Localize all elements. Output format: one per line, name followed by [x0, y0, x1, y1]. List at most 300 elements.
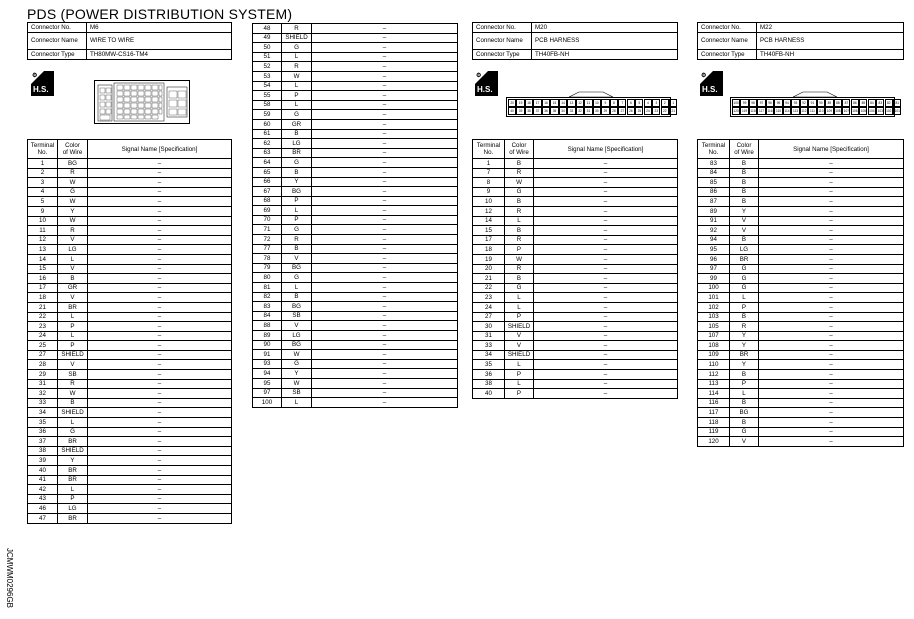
- wire-color-cell: R: [282, 24, 312, 34]
- terminal-no-cell: 15: [28, 264, 58, 274]
- table-row: [253, 62, 458, 72]
- connector-pin: 15: [550, 99, 558, 107]
- terminal-no-cell: 51: [253, 52, 282, 62]
- terminal-no-cell: 32: [28, 389, 58, 399]
- table-row: [473, 216, 678, 226]
- signal-name-cell: –: [88, 293, 232, 303]
- signal-name-cell: –: [312, 350, 458, 360]
- header-terminal-no: Terminal No.: [28, 140, 58, 159]
- wire-color-cell: L: [58, 485, 88, 495]
- terminal-no-cell: 80: [253, 273, 282, 283]
- label-connector-name: Connector Name: [698, 33, 757, 50]
- table-row: [698, 226, 904, 236]
- terminal-no-cell: 53: [253, 71, 282, 81]
- table-row: [253, 369, 458, 379]
- wire-color-cell: B: [730, 197, 759, 207]
- signal-name-cell: –: [88, 360, 232, 370]
- table-row: [253, 215, 458, 225]
- terminal-no-cell: 36: [28, 427, 58, 437]
- terminal-no-cell: 23: [28, 322, 58, 332]
- terminal-no-cell: 100: [698, 283, 730, 293]
- table-row: [253, 331, 458, 341]
- table-row: [698, 178, 904, 188]
- terminal-no-cell: 35: [28, 418, 58, 428]
- connector-pin: 93: [791, 99, 799, 107]
- connector-pin: 84: [868, 99, 876, 107]
- terminal-no-cell: 108: [698, 341, 730, 351]
- terminal-no-cell: 120: [698, 437, 730, 447]
- table-row: [698, 283, 904, 293]
- terminal-no-cell: 33: [473, 341, 505, 351]
- table-row: [253, 235, 458, 245]
- signal-name-cell: –: [312, 244, 458, 254]
- table-row: [473, 245, 678, 255]
- connector-pin: 37: [533, 107, 541, 115]
- terminal-no-cell: 71: [253, 225, 282, 235]
- table-row: [253, 206, 458, 216]
- wire-color-cell: R: [282, 235, 312, 245]
- wire-color-cell: P: [58, 322, 88, 332]
- terminal-no-cell: 19: [473, 254, 505, 264]
- signal-name-cell: –: [759, 360, 904, 370]
- signal-name-cell: –: [312, 158, 458, 168]
- signal-name-cell: –: [312, 292, 458, 302]
- table-row: [698, 360, 904, 370]
- connector-pin: 83: [876, 99, 884, 107]
- terminal-no-cell: 94: [253, 369, 282, 379]
- terminal-no-cell: 72: [253, 235, 282, 245]
- connector-pin: 17: [533, 99, 541, 107]
- signal-name-cell: –: [534, 178, 678, 188]
- connector-no-value: M6: [87, 23, 232, 33]
- connector-pin: 3: [652, 99, 660, 107]
- table-row: [253, 71, 458, 81]
- wire-color-cell: W: [58, 216, 88, 226]
- table-row: [698, 216, 904, 226]
- signal-name-cell: –: [759, 302, 904, 312]
- pin-row-top: [508, 99, 678, 107]
- terminal-no-cell: 34: [28, 408, 58, 418]
- signal-name-cell: –: [312, 129, 458, 139]
- wire-color-cell: B: [730, 178, 759, 188]
- connector-pin: 103: [877, 109, 883, 113]
- signal-name-cell: –: [759, 245, 904, 255]
- wire-color-cell: P: [282, 91, 312, 101]
- connector-pin: 109: [826, 109, 833, 113]
- terminal-no-cell: 92: [698, 226, 730, 236]
- terminal-no-cell: 114: [698, 389, 730, 399]
- terminal-table-m22: [697, 139, 904, 447]
- terminal-no-cell: 101: [698, 293, 730, 303]
- terminal-no-cell: 68: [253, 196, 282, 206]
- table-row: [698, 322, 904, 332]
- wire-color-cell: Y: [282, 177, 312, 187]
- table-row: [28, 159, 232, 169]
- connector-pin: 98: [749, 99, 757, 107]
- table-row: [473, 283, 678, 293]
- wire-color-cell: L: [730, 293, 759, 303]
- signal-name-cell: –: [312, 398, 458, 408]
- wire-color-cell: L: [282, 283, 312, 293]
- terminal-no-cell: 14: [28, 254, 58, 264]
- connector-type-value: TH40FB-NH: [757, 50, 904, 60]
- connector-name-value: WIRE TO WIRE: [87, 33, 232, 50]
- signal-name-cell: –: [312, 52, 458, 62]
- connector-pin: 96: [766, 99, 774, 107]
- connector-pin: 118: [750, 109, 756, 113]
- label-connector-name: Connector Name: [28, 33, 87, 50]
- wire-color-cell: GR: [58, 283, 88, 293]
- wire-color-cell: G: [730, 283, 759, 293]
- terminal-no-cell: 69: [253, 206, 282, 216]
- terminal-table-m6-part1: [27, 139, 232, 524]
- wire-color-cell: Y: [58, 456, 88, 466]
- terminal-no-cell: 12: [28, 235, 58, 245]
- connector-pin: 9: [601, 99, 609, 107]
- table-row: [473, 312, 678, 322]
- wire-color-cell: BR: [58, 466, 88, 476]
- connector-latch: [731, 91, 894, 97]
- connector-m6-cavities: [95, 81, 189, 123]
- terminal-no-cell: 119: [698, 427, 730, 437]
- label-connector-no: Connector No.: [28, 23, 87, 33]
- wire-color-cell: B: [282, 167, 312, 177]
- wire-color-cell: P: [282, 196, 312, 206]
- wire-color-cell: R: [505, 168, 534, 178]
- signal-name-cell: –: [534, 360, 678, 370]
- wire-color-cell: B: [505, 226, 534, 236]
- table-row: [698, 418, 904, 428]
- terminal-no-cell: 112: [698, 370, 730, 380]
- connector-pin: 112: [801, 109, 807, 113]
- signal-name-cell: –: [312, 225, 458, 235]
- signal-name-cell: –: [759, 379, 904, 389]
- signal-name-cell: –: [312, 273, 458, 283]
- wire-color-cell: B: [730, 187, 759, 197]
- wire-color-cell: BR: [58, 475, 88, 485]
- terminal-no-cell: 97: [253, 388, 282, 398]
- signal-name-cell: –: [759, 427, 904, 437]
- table-row: [253, 167, 458, 177]
- terminal-no-cell: 36: [473, 370, 505, 380]
- table-row: [698, 427, 904, 437]
- wire-color-cell: L: [58, 331, 88, 341]
- signal-name-cell: –: [312, 71, 458, 81]
- table-row: [28, 216, 232, 226]
- wire-color-cell: BR: [58, 302, 88, 312]
- terminal-no-cell: 86: [698, 187, 730, 197]
- signal-name-cell: –: [312, 263, 458, 273]
- terminal-no-cell: 24: [473, 302, 505, 312]
- terminal-no-cell: 113: [698, 379, 730, 389]
- signal-name-cell: –: [534, 350, 678, 360]
- wire-color-cell: P: [505, 245, 534, 255]
- connector-pin: 89: [825, 99, 833, 107]
- wire-color-cell: W: [282, 350, 312, 360]
- signal-name-cell: –: [312, 321, 458, 331]
- table-row: [28, 379, 232, 389]
- wire-color-cell: P: [505, 312, 534, 322]
- terminal-table-m6-part2: [252, 23, 458, 408]
- connector-pin: 18: [525, 99, 533, 107]
- terminal-no-cell: 7: [473, 168, 505, 178]
- table-row: [253, 244, 458, 254]
- connector-pin: 92: [800, 99, 808, 107]
- connector-type-value: TH40FB-NH: [532, 50, 678, 60]
- connector-glyph-icon: ⚙: [701, 73, 707, 79]
- table-row: [28, 389, 232, 399]
- terminal-no-cell: 10: [473, 197, 505, 207]
- wire-color-cell: L: [282, 100, 312, 110]
- signal-name-cell: –: [88, 274, 232, 284]
- table-row: [473, 226, 678, 236]
- table-row: [28, 312, 232, 322]
- signal-name-cell: –: [88, 312, 232, 322]
- terminal-no-cell: 81: [253, 283, 282, 293]
- header-color-of-wire: Color of Wire: [730, 140, 759, 159]
- signal-name-cell: –: [312, 215, 458, 225]
- wire-color-cell: G: [730, 274, 759, 284]
- terminal-no-cell: 22: [28, 312, 58, 322]
- signal-name-cell: –: [88, 389, 232, 399]
- table-row: [698, 437, 904, 447]
- table-row: [253, 302, 458, 312]
- connector-name-value: PCB HARNESS: [532, 33, 678, 50]
- table-row: [253, 378, 458, 388]
- signal-name-cell: –: [534, 322, 678, 332]
- table-row: [473, 379, 678, 389]
- connector-face-m6: [94, 80, 190, 124]
- wire-color-cell: SHIELD: [505, 322, 534, 332]
- wire-color-cell: R: [505, 264, 534, 274]
- table-row: [473, 302, 678, 312]
- table-row: [698, 312, 904, 322]
- signal-name-cell: –: [312, 119, 458, 129]
- signal-name-cell: –: [88, 254, 232, 264]
- terminal-no-cell: 27: [473, 312, 505, 322]
- table-row: [28, 485, 232, 495]
- connector-pin: 35: [550, 107, 558, 115]
- signal-name-cell: –: [759, 187, 904, 197]
- signal-name-cell: –: [88, 466, 232, 476]
- terminal-no-cell: 38: [473, 379, 505, 389]
- signal-name-cell: –: [88, 187, 232, 197]
- table-row: [698, 398, 904, 408]
- table-row: [473, 178, 678, 188]
- table-row: [28, 341, 232, 351]
- connector-pin: 102: [886, 109, 892, 113]
- terminal-no-cell: 88: [253, 321, 282, 331]
- table-row: [253, 225, 458, 235]
- terminal-no-cell: 48: [253, 24, 282, 34]
- connector-pin: 114: [784, 109, 790, 113]
- connector-pin: 38: [525, 107, 533, 115]
- table-row: [253, 24, 458, 34]
- connector-pin: 11: [584, 99, 592, 107]
- terminal-no-cell: 89: [698, 206, 730, 216]
- table-row: [28, 226, 232, 236]
- connector-pin: 110: [818, 109, 824, 113]
- terminal-no-cell: 95: [698, 245, 730, 255]
- hs-label: H.S.: [477, 85, 493, 94]
- connector-pin: 32: [576, 107, 584, 115]
- signal-name-cell: –: [759, 206, 904, 216]
- terminal-no-cell: 17: [28, 283, 58, 293]
- table-row: [28, 293, 232, 303]
- label-connector-no: Connector No.: [698, 23, 757, 33]
- table-row: [28, 197, 232, 207]
- wire-color-cell: BG: [730, 408, 759, 418]
- table-row: [28, 494, 232, 504]
- wire-color-cell: W: [505, 254, 534, 264]
- terminal-no-cell: 105: [698, 322, 730, 332]
- connector-pin: 12: [576, 99, 584, 107]
- terminal-no-cell: 17: [473, 235, 505, 245]
- connector-pin: 94: [783, 99, 791, 107]
- table-row: [28, 370, 232, 380]
- terminal-no-cell: 14: [473, 216, 505, 226]
- signal-name-cell: –: [312, 196, 458, 206]
- terminal-no-cell: 59: [253, 110, 282, 120]
- table-row: [698, 245, 904, 255]
- connector-pin: 81: [893, 99, 901, 107]
- signal-name-cell: –: [759, 341, 904, 351]
- table-row: [253, 158, 458, 168]
- wire-color-cell: V: [282, 254, 312, 264]
- terminal-no-cell: 2: [28, 168, 58, 178]
- signal-name-cell: –: [88, 322, 232, 332]
- connector-pin: 10: [593, 99, 601, 107]
- signal-name-cell: –: [534, 341, 678, 351]
- table-row: [698, 168, 904, 178]
- wire-color-cell: L: [282, 206, 312, 216]
- terminal-no-cell: 9: [28, 206, 58, 216]
- signal-name-cell: –: [88, 245, 232, 255]
- terminal-no-cell: 82: [253, 292, 282, 302]
- terminal-no-cell: 84: [698, 168, 730, 178]
- wire-color-cell: R: [58, 226, 88, 236]
- terminal-table-m20: [472, 139, 678, 399]
- connector-pin: 16: [542, 99, 550, 107]
- signal-name-cell: –: [759, 312, 904, 322]
- terminal-no-cell: 63: [253, 148, 282, 158]
- wire-color-cell: W: [505, 178, 534, 188]
- connector-pin: 91: [808, 99, 816, 107]
- connector-pin: 7: [618, 99, 626, 107]
- signal-name-cell: –: [88, 475, 232, 485]
- terminal-no-cell: 83: [253, 302, 282, 312]
- label-connector-name: Connector Name: [473, 33, 532, 50]
- wire-color-cell: LG: [282, 139, 312, 149]
- wire-color-cell: BR: [730, 350, 759, 360]
- table-row: [473, 360, 678, 370]
- table-row: [28, 398, 232, 408]
- signal-name-cell: –: [312, 302, 458, 312]
- connector-pin: 99: [740, 99, 748, 107]
- table-row: [253, 359, 458, 369]
- signal-name-cell: –: [312, 254, 458, 264]
- label-connector-type: Connector Type: [473, 50, 532, 60]
- connector-pin: 2: [661, 99, 669, 107]
- terminal-no-cell: 40: [473, 389, 505, 399]
- connector-glyph-icon: ⚙: [476, 73, 482, 79]
- signal-name-cell: –: [759, 283, 904, 293]
- signal-name-cell: –: [534, 274, 678, 284]
- wire-color-cell: Y: [730, 206, 759, 216]
- table-row: [253, 100, 458, 110]
- signal-name-cell: –: [534, 168, 678, 178]
- wire-color-cell: V: [505, 341, 534, 351]
- header-signal-name: Signal Name [Specification]: [88, 140, 232, 159]
- terminal-no-cell: 91: [698, 216, 730, 226]
- terminal-no-cell: 64: [253, 158, 282, 168]
- connector-no-value: M20: [532, 23, 678, 33]
- signal-name-cell: –: [534, 187, 678, 197]
- table-row: [473, 197, 678, 207]
- connector-latch: [507, 91, 670, 97]
- signal-name-cell: –: [88, 427, 232, 437]
- terminal-no-cell: 35: [473, 360, 505, 370]
- table-row: [253, 254, 458, 264]
- table-row: [253, 398, 458, 408]
- terminal-no-cell: 21: [28, 302, 58, 312]
- terminal-no-cell: 37: [28, 437, 58, 447]
- wire-color-cell: R: [58, 168, 88, 178]
- wire-color-cell: B: [58, 274, 88, 284]
- table-row: [698, 302, 904, 312]
- wire-color-cell: BG: [282, 340, 312, 350]
- wire-color-cell: P: [282, 215, 312, 225]
- terminal-no-cell: 87: [698, 197, 730, 207]
- signal-name-cell: –: [88, 341, 232, 351]
- terminal-no-cell: 46: [28, 504, 58, 514]
- table-row: [28, 513, 232, 523]
- connector-pin: 19: [516, 99, 524, 107]
- wire-color-cell: B: [730, 235, 759, 245]
- table-row: [253, 311, 458, 321]
- terminal-no-cell: 77: [253, 244, 282, 254]
- connector-pin: 104: [869, 109, 875, 113]
- terminal-no-cell: 8: [473, 178, 505, 188]
- table-row: [698, 235, 904, 245]
- terminal-no-cell: 47: [28, 513, 58, 523]
- terminal-no-cell: 84: [253, 311, 282, 321]
- signal-name-cell: –: [88, 302, 232, 312]
- label-connector-type: Connector Type: [698, 50, 757, 60]
- signal-name-cell: –: [759, 418, 904, 428]
- signal-name-cell: –: [534, 245, 678, 255]
- wire-color-cell: G: [282, 359, 312, 369]
- signal-name-cell: –: [312, 359, 458, 369]
- connector-pin: 116: [767, 109, 773, 113]
- terminal-no-cell: 11: [28, 226, 58, 236]
- table-row: [28, 264, 232, 274]
- terminal-no-cell: 116: [698, 398, 730, 408]
- signal-name-cell: –: [759, 197, 904, 207]
- terminal-no-cell: 31: [28, 379, 58, 389]
- wire-color-cell: SHIELD: [505, 350, 534, 360]
- table-row: [253, 321, 458, 331]
- signal-name-cell: –: [534, 264, 678, 274]
- table-row: [473, 168, 678, 178]
- wire-color-cell: P: [505, 370, 534, 380]
- wire-color-cell: V: [730, 216, 759, 226]
- signal-name-cell: –: [312, 187, 458, 197]
- figure-code: JCMWM0296GB: [5, 548, 14, 609]
- connector-pin: 40: [508, 107, 516, 115]
- wire-color-cell: B: [282, 292, 312, 302]
- wire-color-cell: Y: [730, 341, 759, 351]
